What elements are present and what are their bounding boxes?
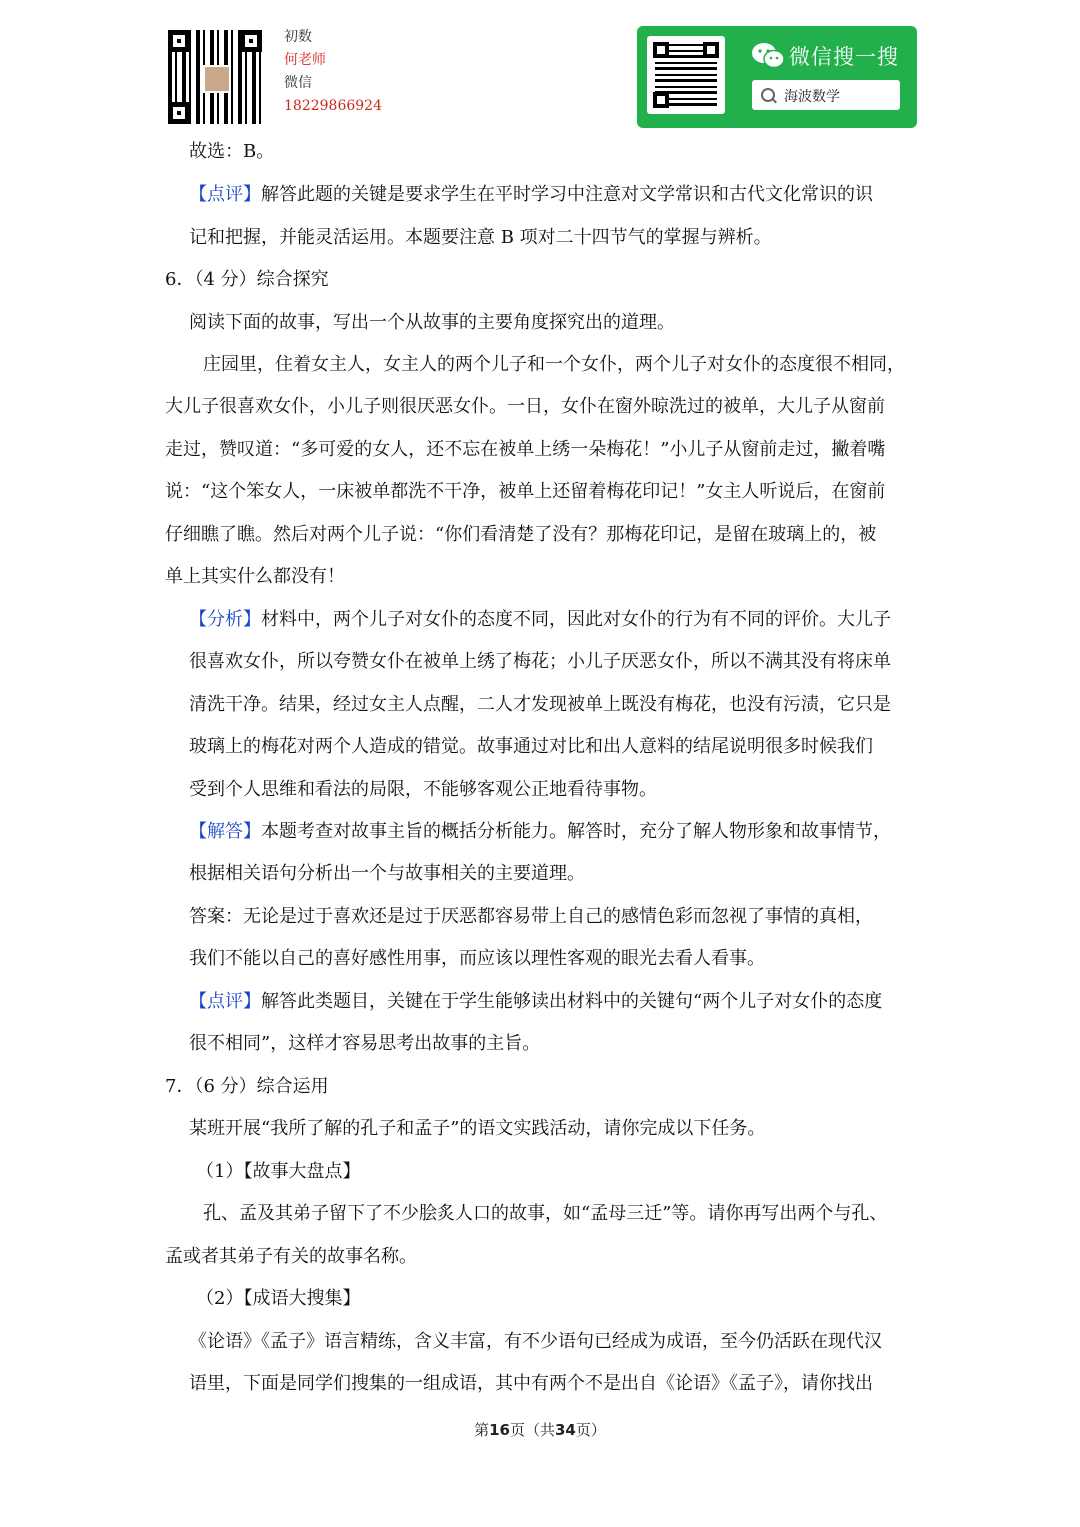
task-2-line: 《论语》《孟子》语言精练，含义丰富，有不少语句已经成为成语，至今仍活跃在现代汉 <box>189 1331 882 1352</box>
story-line: 仔细瞧了瞧。然后对两个儿子说：“你们看清楚了没有？那梅花印记，是留在玻璃上的，被 <box>165 524 877 545</box>
answer-text: 本题考查对故事主旨的概括分析能力。解答时，充分了解人物形象和故事情节， <box>261 821 891 842</box>
task-1-title: （1）【故事大盘点】 <box>196 1161 361 1182</box>
review-text-line: 很不相同”，这样才容易思考出故事的主旨。 <box>189 1033 541 1054</box>
analysis-text: 材料中，两个儿子对女仆的态度不同，因此对女仆的行为有不同的评价。大儿子 <box>261 609 891 630</box>
analysis-line: 很喜欢女仆，所以夸赞女仆在被单上绣了梅花；小儿子厌恶女仆，所以不满其没有将床单 <box>189 651 891 672</box>
answer-tag: 【解答】 <box>189 821 261 842</box>
task-2-title: （2）【成语大搜集】 <box>196 1288 361 1309</box>
wechat-qr-code-icon <box>647 36 725 114</box>
page-suffix: 页） <box>575 1421 606 1439</box>
search-icon <box>761 88 775 102</box>
analysis-line: 清洗干净。结果，经过女主人点醒，二人才发现被单上既没有梅花，也没有污渍，它只是 <box>189 694 891 715</box>
wechat-label: 微信 <box>284 75 312 91</box>
teacher-info <box>284 26 382 118</box>
story-line: 单上其实什么都没有！ <box>165 566 345 587</box>
avatar <box>203 65 231 93</box>
story-line: 说：“这个笨女人，一床被单都洗不干净，被单上还留着梅花印记！”女主人听说后，在窗前 <box>165 481 886 502</box>
page-number <box>0 1419 1080 1440</box>
total-pages: 34 <box>555 1421 576 1439</box>
current-page: 16 <box>489 1421 510 1439</box>
task-2-line: 语里，下面是同学们搜集的一组成语，其中有两个不是出自《论语》《孟子》，请你找出 <box>189 1373 873 1394</box>
answer-choice: 故选：B。 <box>189 141 275 162</box>
answer-line: 答案：无论是过于喜欢还是过于厌恶都容易带上自己的感情色彩而忽视了事情的真相， <box>189 906 873 927</box>
review-paragraph <box>189 183 873 207</box>
phone-number: 18229866924 <box>284 98 382 114</box>
task-1-line: 孟或者其弟子有关的故事名称。 <box>165 1246 417 1267</box>
analysis-line: 受到个人思维和看法的局限，不能够客观公正地看待事物。 <box>189 779 657 800</box>
wechat-logo-icon <box>751 42 785 70</box>
question-6-prompt: 阅读下面的故事，写出一个从故事的主要角度探究出的道理。 <box>189 312 675 333</box>
page-prefix: 第 <box>474 1421 490 1439</box>
search-query: 海波数学 <box>784 89 840 105</box>
review-tag: 【点评】 <box>189 991 261 1012</box>
story-line: 庄园里，住着女主人，女主人的两个儿子和一个女仆，两个儿子对女仆的态度很不相同， <box>203 354 905 375</box>
review-text: 解答此题的关键是要求学生在平时学习中注意对文学常识和古代文化常识的识 <box>261 184 873 205</box>
answer-paragraph <box>189 820 891 844</box>
wechat-search-title: 微信搜一搜 <box>789 45 899 69</box>
question-6-title: 6．（4 分）综合探究 <box>165 269 329 290</box>
answer-line: 根据相关语句分析出一个与故事相关的主要道理。 <box>189 863 585 884</box>
analysis-line: 玻璃上的梅花对两个人造成的错觉。故事通过对比和出人意料的结尾说明很多时候我们 <box>189 736 873 757</box>
analysis-paragraph <box>189 608 891 632</box>
question-7-prompt: 某班开展“我所了解的孔子和孟子”的语文实践活动，请你完成以下任务。 <box>189 1118 766 1139</box>
review-text-line: 记和把握，并能灵活运用。本题要注意 B 项对二十四节气的掌握与辨析。 <box>189 227 772 248</box>
wechat-search-banner[interactable] <box>637 26 917 128</box>
teacher-name: 何老师 <box>284 52 326 68</box>
story-line: 走过，赞叹道：“多可爱的女人，还不忘在被单上绣一朵梅花！”小儿子从窗前走过，撇着嘴 <box>165 439 886 460</box>
task-1-line: 孔、孟及其弟子留下了不少脍炙人口的故事，如“孟母三迁”等。请你再写出两个与孔、 <box>203 1203 888 1224</box>
page-mid: 页（共 <box>509 1421 555 1439</box>
subject-label: 初数 <box>284 29 312 45</box>
wechat-search-input[interactable] <box>752 80 900 110</box>
answer-line: 我们不能以自己的喜好感性用事，而应该以理性客观的眼光去看人看事。 <box>189 948 765 969</box>
qr-code-icon <box>168 30 262 124</box>
story-line: 大儿子很喜欢女仆，小儿子则很厌恶女仆。一日，女仆在窗外晾洗过的被单，大儿子从窗前 <box>165 396 885 417</box>
review-tag: 【点评】 <box>189 184 261 205</box>
question-7-title: 7．（6 分）综合运用 <box>165 1076 329 1097</box>
review-paragraph <box>189 990 882 1014</box>
review-text: 解答此类题目，关键在于学生能够读出材料中的关键句“两个儿子对女仆的态度 <box>261 991 883 1012</box>
analysis-tag: 【分析】 <box>189 609 261 630</box>
